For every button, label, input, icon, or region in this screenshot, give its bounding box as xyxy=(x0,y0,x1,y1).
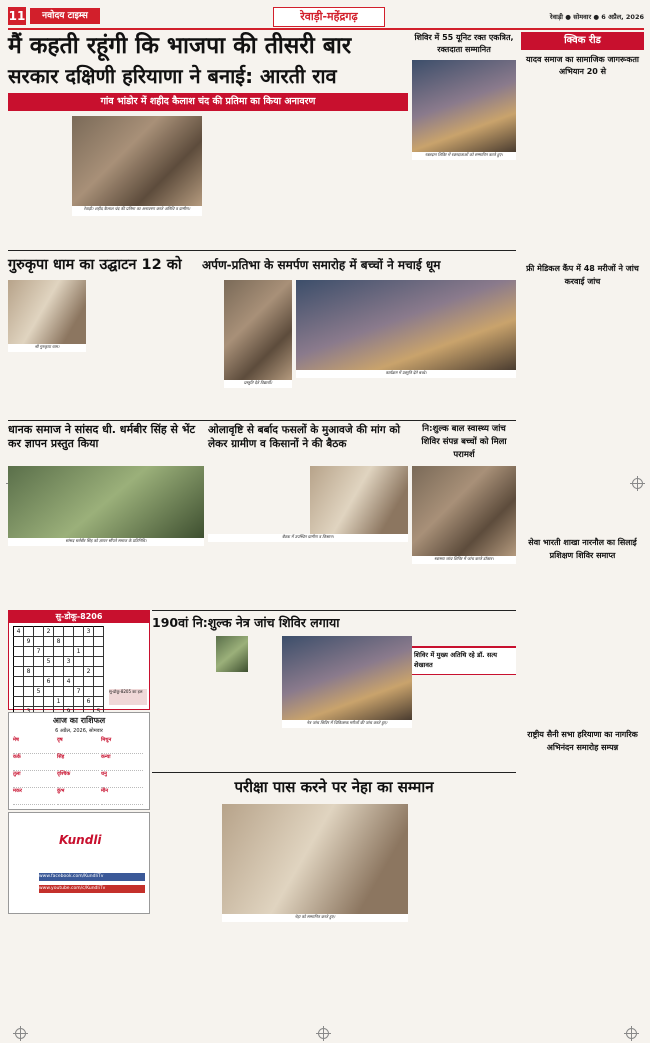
sudoku-grid xyxy=(13,626,104,717)
sudoku-cell xyxy=(44,667,54,677)
sudoku-answer-label: सु-डोकू-8205 का हल xyxy=(109,689,147,705)
ola-body-a xyxy=(208,466,306,534)
rashifal-box xyxy=(8,712,150,810)
rashifal-sign: कर्क xyxy=(13,754,55,771)
rashifal-sign: मकर xyxy=(13,788,55,805)
ola-body-b xyxy=(208,544,408,606)
sudoku-cell xyxy=(64,647,74,657)
sudoku-cell xyxy=(64,637,74,647)
sudoku-instructions xyxy=(109,626,147,686)
dhanak-photo xyxy=(8,466,204,538)
rashifal-date: 6 अप्रैल, 2026, सोमवार xyxy=(55,728,103,734)
blood-camp-photo xyxy=(412,60,516,152)
masthead xyxy=(8,6,644,30)
sudoku-cell xyxy=(64,687,74,697)
sudoku-cell xyxy=(24,687,34,697)
sudoku-cell xyxy=(84,647,94,657)
quick-read-title: क्विक रीड xyxy=(521,32,644,50)
youtube-link[interactable]: www.youtube.com/c/KundliTv xyxy=(39,885,145,893)
lead-body-col2 xyxy=(204,116,268,246)
quick-read-item1-body xyxy=(521,82,644,260)
rashifal-sign: वृश्चिक xyxy=(57,771,99,788)
eye-camp-photo-small xyxy=(216,636,248,672)
gurukul-headline: गुरुकृपा धाम का उद्घाटन 12 को xyxy=(8,257,182,273)
blood-camp-caption: रक्तदान शिविर में रक्तदाताओं को सम्मानित करते हुए। xyxy=(412,152,516,160)
sudoku-cell xyxy=(34,697,44,707)
sudoku-cell xyxy=(84,657,94,667)
arpan-body-a xyxy=(156,280,220,416)
quick-read-item2-headline: फ्री मेडिकल कैंप में 48 मरीजों ने जांच करवाई जांच xyxy=(526,264,639,286)
quick-read-item4-body xyxy=(521,758,644,1020)
sudoku-cell: 4 xyxy=(14,627,24,637)
neha-body-a xyxy=(152,804,218,1020)
sudoku-cell xyxy=(54,627,64,637)
rashifal-sign: वृष xyxy=(57,737,99,754)
sudoku-box xyxy=(8,610,150,710)
paper-name: नवोदय टाइम्स xyxy=(30,8,100,24)
sudoku-cell: 4 xyxy=(64,677,74,687)
lead-body-col1 xyxy=(8,116,70,200)
sudoku-cell xyxy=(64,667,74,677)
sudoku-cell: 8 xyxy=(54,637,64,647)
sudoku-cell: 1 xyxy=(74,647,84,657)
sudoku-cell xyxy=(94,657,104,667)
gurukul-body-a xyxy=(8,354,86,416)
sudoku-cell: 8 xyxy=(24,667,34,677)
sudoku-cell xyxy=(54,677,64,687)
rashifal-title: आज का राशिफल xyxy=(52,716,106,725)
arpan-caption-left: प्रस्तुति देते विद्यार्थी। xyxy=(224,380,292,388)
sudoku-cell xyxy=(14,657,24,667)
lead-photo-left xyxy=(72,116,202,206)
amit-body xyxy=(412,676,516,770)
amit-box xyxy=(412,646,516,675)
sudoku-cell xyxy=(54,687,64,697)
dhanak-caption: सांसद धर्मबीर सिंह को ज्ञापन सौंपते समाज के प्रतिनिधि। xyxy=(8,538,204,546)
eye-camp-headline: 190वां नि:शुल्क नेत्र जांच शिविर लगाया xyxy=(152,615,340,630)
sudoku-cell xyxy=(44,697,54,707)
divider-3 xyxy=(152,610,516,611)
lead-headline-line1: मैं कहती रहूंगी कि भाजपा की तीसरी बार xyxy=(8,33,352,59)
sudoku-cell xyxy=(14,667,24,677)
sudoku-cell: 5 xyxy=(44,657,54,667)
quick-read-item4-headline: राष्ट्रीय सैनी सभा हरियाणा का नागरिक अभिनंदन समारोह सम्पन्न xyxy=(527,730,638,752)
arpan-photo-right xyxy=(296,280,516,370)
sudoku-cell xyxy=(34,667,44,677)
rashifal-sign: मेष xyxy=(13,737,55,754)
divider-4 xyxy=(152,772,516,773)
sudoku-cell xyxy=(74,657,84,667)
free-health-headline: नि:शुल्क बाल स्वास्थ्य जांच शिविर संपन्न बच्चों को मिला परामर्श xyxy=(421,424,507,460)
quick-read-item3-headline: सेवा भारती शाखा नारनौल का सिलाई प्रशिक्षण शिविर समाप्त xyxy=(528,538,637,560)
lead-subhead: गांव भांडोर में शहीद कैलाश चंद की प्रतिमा का किया अनावरण xyxy=(8,93,408,111)
registration-mark-bottom-center xyxy=(318,1028,329,1039)
sudoku-cell: 9 xyxy=(24,637,34,647)
sudoku-cell xyxy=(24,627,34,637)
sudoku-cell: 6 xyxy=(84,697,94,707)
facebook-link[interactable]: www.facebook.com/KundliTv xyxy=(39,873,145,881)
sudoku-cell xyxy=(34,637,44,647)
arpan-body-c xyxy=(296,380,516,416)
arpan-headline: अर्पण-प्रतिभा के समर्पण समारोह में बच्चों ने मचाई धूम xyxy=(202,258,441,272)
sudoku-cell: 3 xyxy=(64,657,74,667)
dateline: रेवाड़ी ● सोमवार ● 6 अप्रैल, 2026 xyxy=(549,13,644,21)
page-number: 11 xyxy=(8,9,26,23)
lead-body-col3 xyxy=(273,116,337,246)
sudoku-cell: 6 xyxy=(44,677,54,687)
rashifal-sign: मीन xyxy=(101,788,143,805)
ola-caption: बैठक में उपस्थित ग्रामीण व किसान। xyxy=(208,534,408,542)
sudoku-cell xyxy=(94,637,104,647)
blood-camp-headline: शिविर में 55 यूनिट रक्त एकत्रित, रक्तदाता सम्मानित xyxy=(414,33,514,54)
sudoku-cell xyxy=(14,697,24,707)
registration-mark-bottom-left xyxy=(15,1028,26,1039)
rashifal-sign: कन्या xyxy=(101,754,143,771)
sudoku-cell xyxy=(34,627,44,637)
eye-camp-body-a xyxy=(152,636,212,728)
eye-camp-photo xyxy=(282,636,412,720)
neha-headline: परीक्षा पास करने पर नेहा का सम्मान xyxy=(234,778,434,796)
sudoku-cell xyxy=(84,677,94,687)
sudoku-cell xyxy=(54,647,64,657)
sudoku-cell xyxy=(74,667,84,677)
sudoku-cell xyxy=(44,687,54,697)
lead-body-col4 xyxy=(342,116,406,246)
amit-caption: शिविर में मुख्य अतिथि रहे डॉ. सत्य शेखावत xyxy=(414,651,497,669)
registration-mark-bottom-right xyxy=(626,1028,637,1039)
sudoku-cell xyxy=(24,657,34,667)
sudoku-cell xyxy=(34,657,44,667)
sudoku-cell xyxy=(74,637,84,647)
neha-photo xyxy=(222,804,408,914)
quick-read-item2-body xyxy=(521,292,644,534)
rashifal-signs-text xyxy=(8,916,148,1020)
eye-camp-body-c xyxy=(152,730,412,770)
sudoku-cell xyxy=(74,697,84,707)
sudoku-cell xyxy=(54,667,64,677)
sudoku-cell xyxy=(84,687,94,697)
sudoku-cell xyxy=(64,697,74,707)
kundli-ad xyxy=(8,812,150,914)
divider-1 xyxy=(8,250,516,251)
sudoku-cell xyxy=(54,657,64,667)
sudoku-cell xyxy=(24,677,34,687)
rashifal-sign: तुला xyxy=(13,771,55,788)
quick-read-item3-body xyxy=(521,566,644,726)
rashifal-sign: मिथुन xyxy=(101,737,143,754)
sudoku-cell xyxy=(24,647,34,657)
sudoku-cell xyxy=(84,637,94,647)
sudoku-cell: 2 xyxy=(84,667,94,677)
sudoku-cell xyxy=(44,637,54,647)
arpan-caption-right: कार्यक्रम में प्रस्तुति देते बच्चे। xyxy=(296,370,516,378)
kundli-logo: Kundli xyxy=(59,833,102,847)
lead-body-col5 xyxy=(8,204,70,244)
gurukul-body-b xyxy=(90,280,152,416)
sudoku-cell xyxy=(14,687,24,697)
sudoku-cell xyxy=(14,637,24,647)
sudoku-cell xyxy=(74,627,84,637)
sudoku-cell xyxy=(64,627,74,637)
sudoku-cell xyxy=(94,687,104,697)
sudoku-cell xyxy=(94,677,104,687)
arpan-photo-left xyxy=(224,280,292,380)
eye-camp-caption: नेत्र जांच शिविर में चिकित्सक मरीजों की जांच करते हुए। xyxy=(282,720,412,728)
rashifal-grid xyxy=(13,737,145,805)
neha-body-b xyxy=(222,924,408,1020)
neha-caption: नेहा को सम्मानित करते हुए। xyxy=(222,914,408,922)
neha-body-c xyxy=(412,804,516,1020)
ola-headline: ओलावृष्टि से बर्बाद फसलों के मुआवजे की मांग को लेकर ग्रामीण व किसानों ने की बैठक xyxy=(208,424,401,450)
sudoku-cell xyxy=(14,677,24,687)
sudoku-cell xyxy=(74,677,84,687)
rashifal-sign: कुंभ xyxy=(57,788,99,805)
sudoku-cell: 7 xyxy=(34,647,44,657)
sudoku-cell: 1 xyxy=(54,697,64,707)
sudoku-cell: 5 xyxy=(34,687,44,697)
sudoku-cell: 2 xyxy=(44,627,54,637)
sudoku-title: सु-डोकू-8206 xyxy=(9,611,149,623)
sudoku-cell xyxy=(94,627,104,637)
dhanak-headline: धानक समाज ने सांसद धी. धर्मबीर सिंह से भेंट कर ज्ञापन प्रस्तुत किया xyxy=(8,423,196,450)
sudoku-cell xyxy=(34,677,44,687)
edition-label: रेवाड़ी-महेंद्रगढ़ xyxy=(273,7,385,27)
rashifal-sign: सिंह xyxy=(57,754,99,771)
free-health-caption: स्वास्थ्य जांच शिविर में जांच करते डॉक्टर। xyxy=(412,556,516,564)
quick-read-item1-headline: यादव समाज का सामाजिक जागरूकता अभियान 20 से xyxy=(526,55,639,76)
sudoku-cell xyxy=(14,647,24,657)
dhanak-body xyxy=(8,548,204,606)
sudoku-cell xyxy=(24,697,34,707)
eye-camp-body-b xyxy=(216,674,278,728)
sudoku-cell: 3 xyxy=(84,627,94,637)
rashifal-sign: धनु xyxy=(101,771,143,788)
arpan-body-b xyxy=(224,390,292,416)
sudoku-cell xyxy=(94,647,104,657)
gurukul-caption: श्री गुरुकृपा धाम। xyxy=(8,344,86,352)
ola-photo xyxy=(310,466,408,534)
divider-2 xyxy=(8,420,516,421)
sudoku-cell xyxy=(94,697,104,707)
lead-photo-caption: रेवाड़ी। शहीद कैलाश चंद की प्रतिमा का अनावरण करते अतिथि व ग्रामीण। xyxy=(72,206,202,216)
blood-camp-body xyxy=(412,162,516,246)
lead-body-col6 xyxy=(72,218,202,246)
free-health-body xyxy=(412,566,516,642)
sudoku-cell xyxy=(44,647,54,657)
sudoku-cell: 7 xyxy=(74,687,84,697)
free-health-photo xyxy=(412,466,516,556)
lead-headline-line2: सरकार दक्षिणी हरियाणा ने बनाई: आरती राव xyxy=(8,64,337,88)
gurukul-photo xyxy=(8,280,86,344)
sudoku-cell xyxy=(94,667,104,677)
